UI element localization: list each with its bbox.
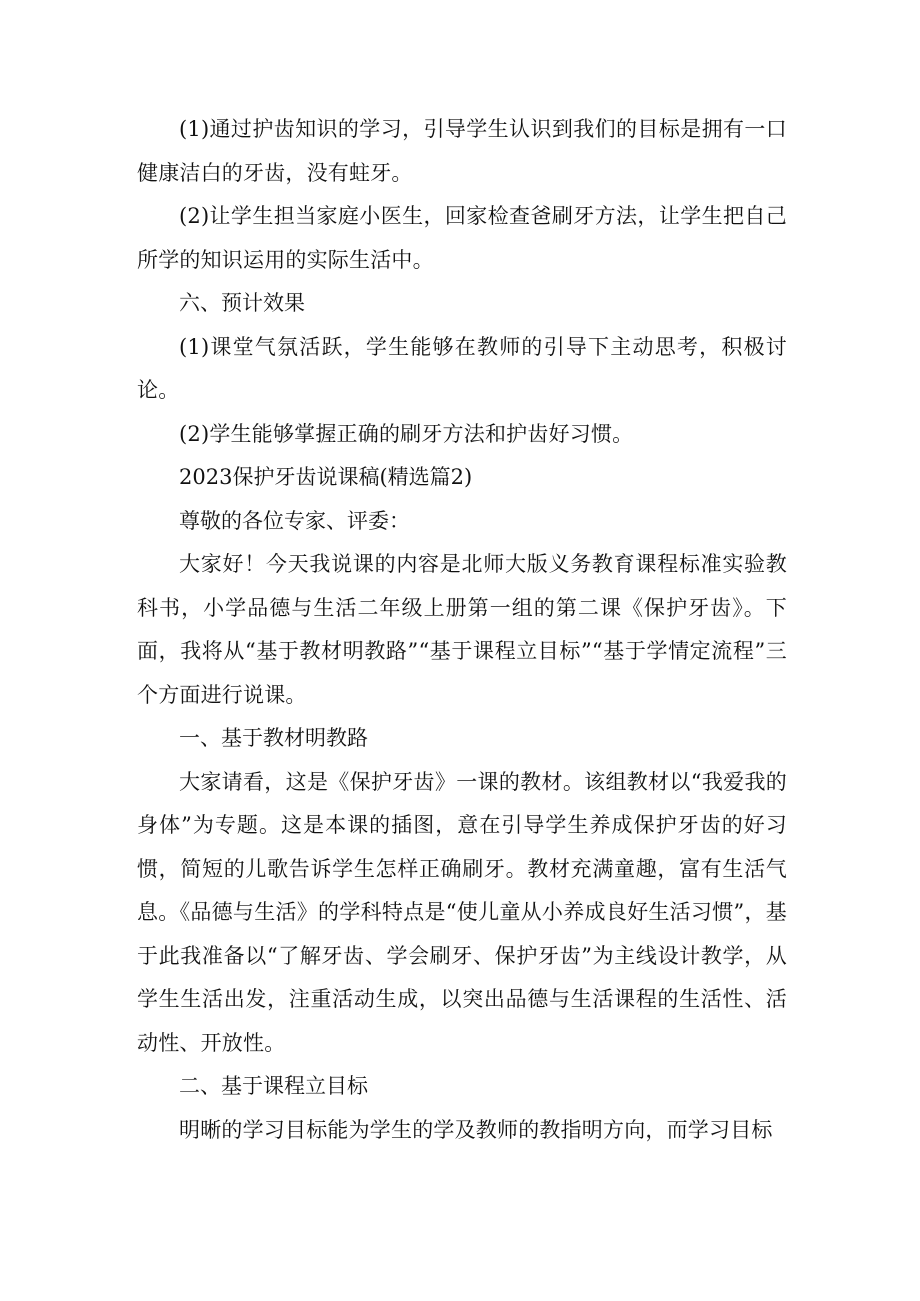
paragraph-goal-2: (2)让学生担当家庭小医生，回家检查爸刷牙方法，让学生把自己所学的知识运用的实际生活中。: [137, 204, 787, 272]
paragraph-learning-goals: 明晰的学习目标能为学生的学及教师的教指明方向，而学习目标: [179, 1117, 773, 1142]
heading-section-2: 二、基于课程立目标: [179, 1074, 368, 1098]
paragraph-textbook-analysis: 大家请看，这是《保护牙齿》一课的教材。该组教材以“我爱我的身体”为专题。这是本课的插图，意在引导学生养成保护牙齿的好习惯，简短的儿歌告诉学生怎样正确刷牙。教材充满童趣，富有生活气息。《品德与生活》的学科特点是“使儿童从小养成良好生活习惯”，基于此我准备以“了解牙齿、学会刷牙、保护牙齿”为主线设计教学，从学生生活出发，注重活动生成，以突出品德与生活课程的生活性、活动性、开放性。: [137, 769, 787, 1055]
salutation: 尊敬的各位专家、评委：: [179, 508, 410, 533]
paragraph-goal-1: (1)通过护齿知识的学习，引导学生认识到我们的目标是拥有一口健康洁白的牙齿，没有蛀牙。: [137, 117, 787, 185]
paragraph-introduction: 大家好！今天我说课的内容是北师大版义务教育课程标准实验教科书，小学品德与生活二年级上册第一组的第二课《保护牙齿》。下面，我将从“基于教材明教路”“基于课程立目标”“基于学情定流程”三个方面进行说课。: [137, 552, 787, 707]
heading-article-title: 2023保护牙齿说课稿(精选篇2): [179, 465, 473, 489]
heading-expected-effect: 六、预计效果: [179, 291, 305, 315]
document-body: [137, 108, 787, 1152]
paragraph-effect-1: (1)课堂气氛活跃，学生能够在教师的引导下主动思考，积极讨论。: [137, 334, 787, 402]
paragraph-effect-2: (2)学生能够掌握正确的刷牙方法和护齿好习惯。: [179, 421, 634, 446]
heading-section-1: 一、基于教材明教路: [179, 726, 368, 750]
